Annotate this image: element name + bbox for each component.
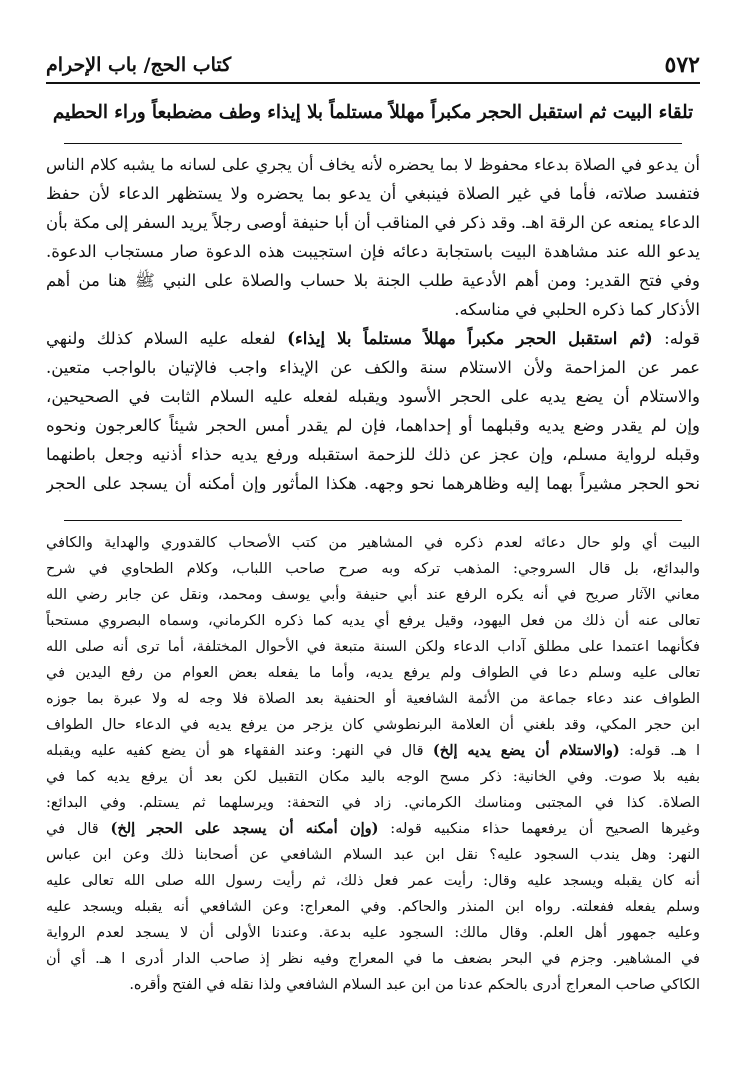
note-line: الكاكي صاحب المعراج أدرى بالحكم عدنا من ابن عبد السلام الشافعي ولذا نقله في الفتح وأقره. xyxy=(129,977,700,993)
page-header xyxy=(46,48,700,84)
commentary-line: الأذكار كما ذكره الحلبي في مناسكه. xyxy=(454,300,700,319)
quoted-matn: (ثم استقبل الحجر مكبراً مهللاً مستلماً بلا إيذاء) xyxy=(287,329,653,348)
commentary-line: عمر عن المزاحمة ولأن الاستلام سنة والكف عن الإيذاء واجب فالإتيان بالواجب متعين. xyxy=(46,358,700,377)
note-line: البيت أي ولو حال دعائه لعدم ذكره في المشاهير من كتب الأصحاب كالقدوري والهداية والكافي xyxy=(46,535,700,551)
commentary-line: أن يدعو في الصلاة بدعاء محفوظ لا بما يحضره لأنه يخاف أن يجري على لسانه ما يشبه كلام الناس xyxy=(46,155,700,174)
note-text: قال في xyxy=(46,821,111,837)
divider-top xyxy=(64,143,682,144)
commentary-line: وقبله لرواية مسلم، وإن عجز عن ذلك للزحمة استقبله ورفع يديه حذاء أذنيه وجعل باطنهما xyxy=(46,445,700,464)
note-line: الصلاة. كذا في المجتبى ومناسك الكرماني. زاد في التحفة: ويرسلهما ثم يستلم. وفي البدائع: xyxy=(46,795,700,811)
note-line: وسلم يفعله ففعلته. رواه ابن المنذر والحاكم. وفي المعراج: وعن الشافعي أنه يقبله ويسجد عليه xyxy=(46,899,700,915)
note-line: الطواف عند دعاء جماعة من الأئمة الشافعية أو الحنفية بعد الصلاة فلا وجه له ولا عبرة بما جوزه xyxy=(46,691,700,707)
commentary-line: يدعو الله عند مشاهدة البيت باستجابة دعائه فإن استجيبت هذه الدعوة صار مستجاب الدعوة. xyxy=(46,242,700,261)
matn-text: تلقاء البيت ثم استقبل الحجر مكبراً مهللاً مستلماً بلا إيذاء وطف مضطبعاً وراء الحطيم xyxy=(52,101,694,123)
note-text: قال في النهر: وعند الفقهاء هو أن يضع كفيه عليه ويقبله xyxy=(46,743,433,759)
divider-footnotes xyxy=(64,520,682,521)
quoted-phrase: (والاستلام أن يضع يديه إلخ) xyxy=(432,742,620,759)
commentary-block xyxy=(46,150,700,498)
commentary-line: الدعاء يمنعه عن الرقة اهـ. وقد ذكر في المناقب أن أبا حنيفة أوصى رجلاً يريد السفر إلى مكة بأن xyxy=(46,213,700,232)
commentary-line: وإن لم يقدر وضع يديه وقبلهما أو إحداهما، فإن لم يقدر أمس الحجر شيئاً كالعرجون ونحوه xyxy=(46,416,700,435)
note-line: في المشاهير. وجزم في البحر بضعف ما في المعراج وفيه نظر إذ صاحب الدار أدرى ا هـ. أي أن xyxy=(46,951,700,967)
note-line: أنه كان يقبله ويسجد عليه وقال: رأيت عمر فعل ذلك، ثم رأيت رسول الله صلى الله تعالى عليه xyxy=(46,873,700,889)
commentary-text: قوله: xyxy=(652,329,700,348)
note-line: والبدائع، بل قال السروجي: المذهب تركه وبه صرح صاحب اللباب، وكلام الطحاوي في شرح xyxy=(46,561,700,577)
note-line xyxy=(46,738,700,764)
note-text: ا هـ. قوله: xyxy=(619,743,700,759)
note-line: معاني الآثار صريح في أنه يكره الرفع عند أبي حنيفة وأبي يوسف ومحمد، ونقل عن جابر رضي الله xyxy=(46,587,700,603)
commentary-line: وفي فتح القدير: ومن أهم الأدعية طلب الجنة بلا حساب والصلاة على النبي ﷺ هنا من أهم xyxy=(46,271,700,290)
note-line xyxy=(46,816,700,842)
commentary-line: والاستلام أن يضع يديه على الحجر الأسود ويقبله لفعله عليه السلام الثابت في الصحيحين، xyxy=(46,387,700,406)
page-number: ٥٧٢ xyxy=(664,52,700,78)
note-line: بفيه بلا صوت. وفي الخانية: ذكر مسح الوجه باليد مكان التقبيل لكن بعد أن يرفع يديه كما في xyxy=(46,769,700,785)
quoted-phrase: (وإن أمكنه أن يسجد على الحجر إلخ) xyxy=(110,820,379,837)
running-title: كتاب الحج/ باب الإحرام xyxy=(46,54,232,76)
commentary-line: فتفسد صلاته، فأما في غير الصلاة فينبغي أن يدعو بما يحضره ولا يستظهر الدعاء لأن حفظ xyxy=(46,184,700,203)
commentary-line: نحو الحجر مشيراً بهما إليه وظاهرهما نحو وجهه. هكذا المأثور وإن أمكنه أن يسجد على الحجر xyxy=(46,474,700,493)
note-line: تعالى عنه أن ذلك من فعل اليهود، وقيل يرفع أي يديه كما ذكره الكرماني، وسماه البصروي مستحباً xyxy=(46,613,700,629)
note-line: النهر: وهل يندب السجود عليه؟ نقل ابن عبد السلام الشافعي عن أصحابنا ذلك وعن ابن عباس xyxy=(46,847,700,863)
note-line: فكأنهما اعتمدا على مطلق آداب الدعاء ولكن السنة متبعة في الأحوال المختلفة، أما ترى أنه صلى الله xyxy=(46,639,700,655)
commentary-line xyxy=(46,324,700,353)
note-line: ابن حجر المكي، وقد بلغني أن العلامة البرنطوشي كان يزجر من يرفع يديه في الدعاء حال الطواف xyxy=(46,717,700,733)
note-text: وغيرها الصحيح أن يرفعهما حذاء منكبيه قوله: xyxy=(378,821,700,837)
note-line: وعليه جمهور أهل العلم. وقال مالك: السجود عليه بدعة. وعندنا الأولى أن لا يسجد لعدم الرواية xyxy=(46,925,700,941)
note-line: تعالى عليه وسلم دعا في الطواف ولم يرفع يديه، وأما ما يفعله بعض العوام من رفع اليدين في xyxy=(46,665,700,681)
commentary-text: لفعله عليه السلام كذلك ولنهي xyxy=(46,329,288,348)
marginal-notes-block xyxy=(46,530,700,998)
